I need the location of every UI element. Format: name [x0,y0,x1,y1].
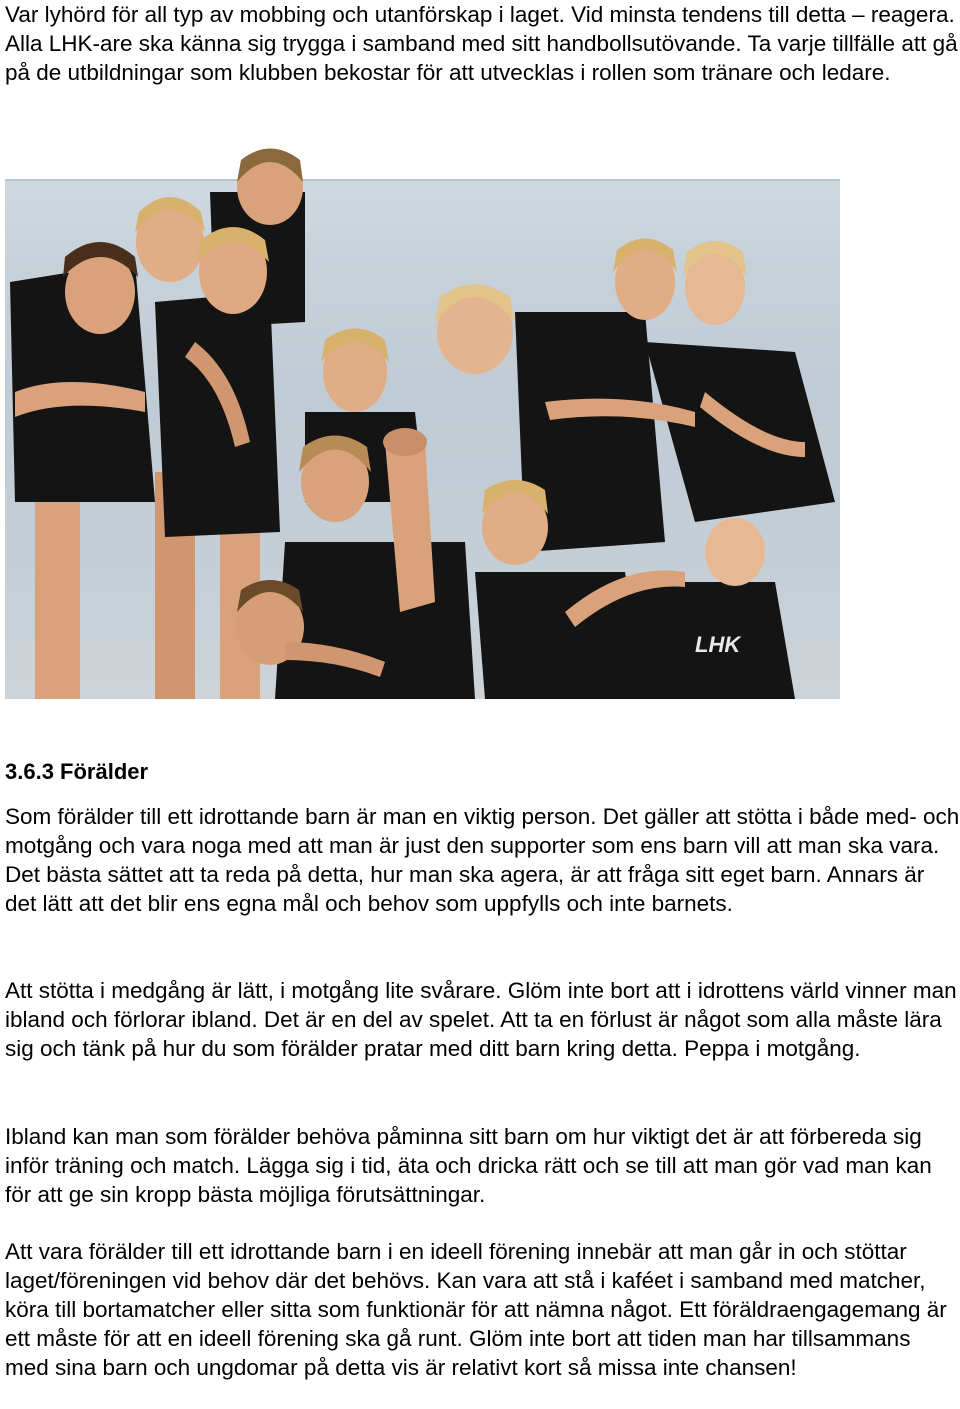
paragraph-3: Ibland kan man som förälder behöva påminna sitt barn om hur viktigt det är att förbereda sig inför träning och match. Lägga sig i tid, äta och dricka rätt och se till att man gör vad man kan för att ge sin kropp bästa möjliga förutsättningar. [5,1124,932,1207]
intro-paragraph: Var lyhörd för all typ av mobbing och utanförskap i laget. Vid minsta tendens till detta – reagera. Alla LHK-are ska känna sig trygga i samband med sitt handbollsutövande. Ta varje tillfälle att gå på de utbildningar som klubben bekostar för att utvecklas i rollen som tränare och ledare. [5,2,958,85]
team-photo [5,142,840,699]
shirt-print: LHK [695,632,741,657]
section-heading: 3.6.3 Förälder [5,759,149,784]
paragraph-4: Att vara förälder till ett idrottande barn i en ideell förening innebär att man går in och stöttar laget/föreningen vid behov där det behövs. Kan vara att stå i kaféet i samband med matcher, köra till bortamatcher eller sitta som funktionär för att nämna något. Ett föräldraengagemang är ett måste för att en ideell förening ska gå runt. Glöm inte bort att tiden man har tillsammans med sina barn och ungdomar på detta vis är relativt kort så missa inte chansen! [5,1239,947,1380]
paragraph-2: Att stötta i medgång är lätt, i motgång lite svårare. Glöm inte bort att i idrottens värld vinner man ibland och förlorar ibland. Det är en del av spelet. Att ta en förlust är något som alla måste lära sig och tänk på hur du som förälder pratar med ditt barn kring detta. Peppa i motgång. [5,978,957,1061]
team-photo-illustration [5,142,840,699]
paragraph-1: Som förälder till ett idrottande barn är man en viktig person. Det gäller att stötta i både med- och motgång och vara noga med att man är just den supporter som ens barn vill att man ska vara. Det bästa sättet att ta reda på detta, hur man ska agera, är att fråga sitt eget barn. Annars är det lätt att det blir ens egna mål och behov som uppfylls och inte barnets. [5,804,960,916]
